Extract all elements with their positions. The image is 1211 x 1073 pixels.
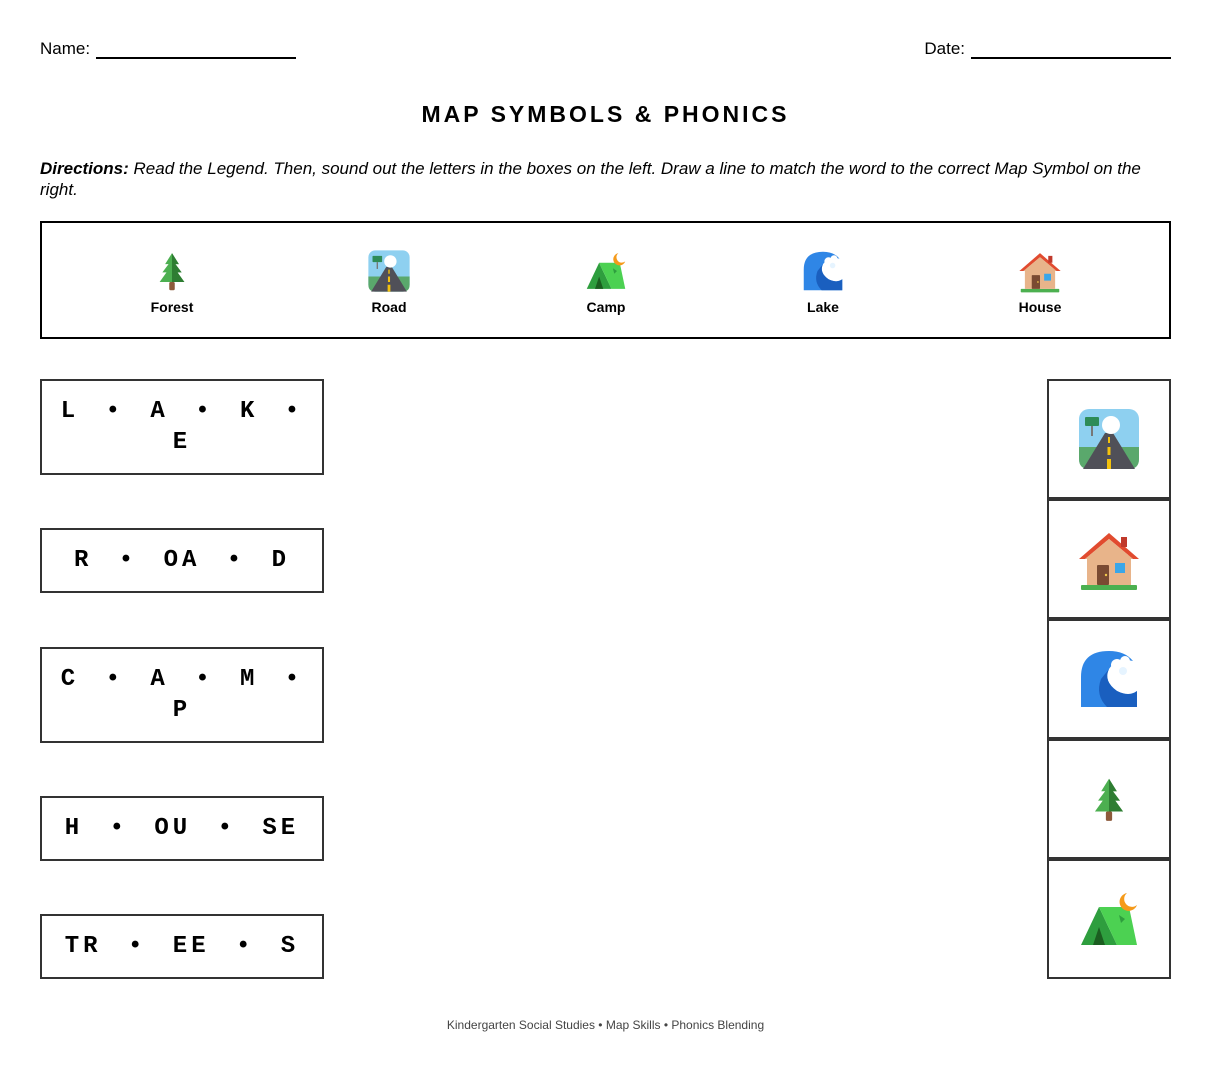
name-label: Name:: [40, 39, 91, 58]
legend-item-lake: [763, 249, 883, 315]
motorway-icon: [367, 249, 411, 293]
tent-icon: [1077, 887, 1141, 951]
house-icon: [1018, 249, 1062, 293]
motorway-icon: [1077, 407, 1141, 471]
legend-label: Camp: [586, 299, 626, 315]
page-title: MAP SYMBOLS & PHONICS: [421, 101, 790, 127]
evergreen-tree-icon: [1084, 774, 1134, 824]
word-letters: H • OU • SE: [64, 815, 300, 842]
symbol-box-road[interactable]: [1047, 379, 1171, 499]
date-label: Date:: [924, 39, 965, 58]
evergreen-tree-icon: [150, 249, 194, 293]
date-blank-line[interactable]: [971, 43, 1171, 59]
symbol-box-lake[interactable]: [1047, 619, 1171, 739]
symbol-column: [1047, 379, 1171, 979]
word-letters: TR • EE • S: [64, 933, 300, 960]
legend-label: House: [1018, 299, 1062, 315]
date-field: [924, 39, 1171, 59]
symbol-box-forest[interactable]: [1047, 739, 1171, 859]
symbol-box-camp[interactable]: [1047, 859, 1171, 979]
symbol-box-house[interactable]: [1047, 499, 1171, 619]
word-letters: L • A • K • E: [60, 398, 304, 456]
directions-text: Read the Legend. Then, sound out the letters in the boxes on the left. Draw a line to match the word to the correct Map Symbol on the right.: [40, 159, 1141, 199]
word-box-trees[interactable]: [40, 914, 324, 979]
name-blank-line[interactable]: [96, 43, 296, 59]
word-box-camp[interactable]: [40, 647, 324, 743]
legend-label: Road: [371, 299, 407, 315]
legend-item-house: [980, 249, 1100, 315]
house-icon: [1077, 527, 1141, 591]
word-box-lake[interactable]: [40, 379, 324, 475]
word-letters: C • A • M • P: [60, 666, 304, 724]
wave-icon: [801, 249, 845, 293]
footer-text: Kindergarten Social Studies • Map Skills • Phonics Blending: [446, 1018, 765, 1032]
word-box-road[interactable]: [40, 528, 324, 593]
name-field: [40, 39, 296, 59]
legend-box: [40, 221, 1171, 339]
header-fields: [40, 39, 1171, 61]
legend-label: Forest: [150, 299, 194, 315]
tent-icon: [584, 249, 628, 293]
legend-item-road: [329, 249, 449, 315]
word-letters: R • OA • D: [73, 547, 291, 574]
directions: [40, 158, 1175, 200]
wave-icon: [1077, 647, 1141, 711]
legend-item-forest: [112, 249, 232, 315]
legend-label: Lake: [807, 299, 839, 315]
word-box-house[interactable]: [40, 796, 324, 861]
directions-lead: Directions:: [40, 159, 129, 178]
legend-item-camp: [546, 249, 666, 315]
